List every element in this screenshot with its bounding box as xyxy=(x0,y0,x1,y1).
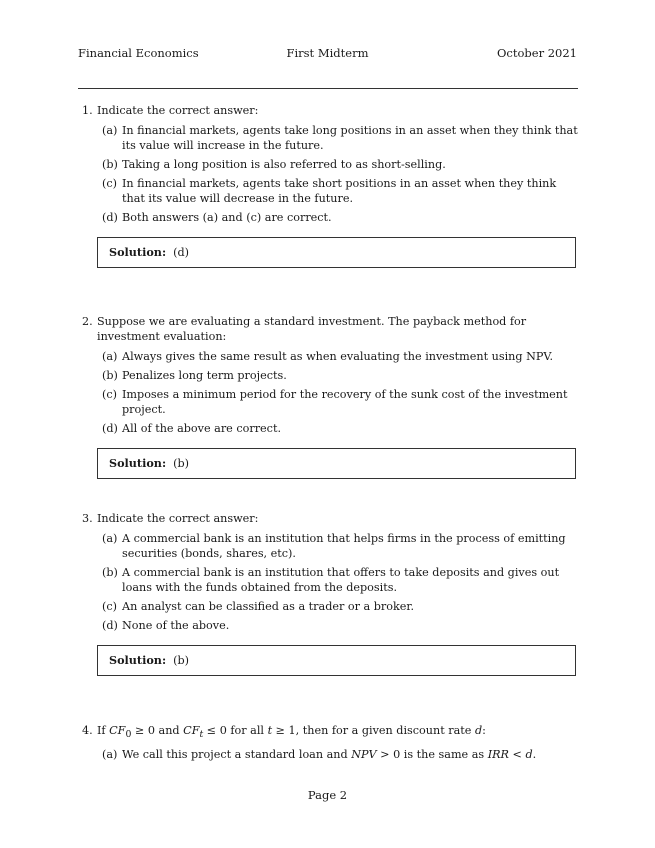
option-a: (a) We call this project a standard loan and NPV > 0 is the same as IRR < d. xyxy=(102,748,537,762)
question-number: 4. xyxy=(82,724,93,737)
solution-answer: (b) xyxy=(173,654,189,667)
question-text: If $CF_0 \ge 0$ and $CF_t \le 0$ for all t ≥ 1, then for a given discount rate d: xyxy=(97,724,486,741)
question-text: Indicate the correct answer: xyxy=(97,512,259,525)
option-d: (d) None of the above. xyxy=(102,619,230,632)
solution-box xyxy=(97,645,576,676)
question-text: Indicate the correct answer: xyxy=(97,104,259,117)
question-number: 2. xyxy=(82,315,93,328)
solution-label: Solution: xyxy=(109,456,167,470)
option-a: (a) In financial markets, agents take long positions in an asset when they think that its value will increase in the future. xyxy=(102,124,578,152)
solution-box xyxy=(97,237,576,268)
header-rule xyxy=(78,88,578,89)
question-2 xyxy=(78,314,578,479)
option-b: (b) Taking a long position is also referred to as short-selling. xyxy=(102,158,446,171)
question-number: 1. xyxy=(82,104,93,117)
page-number: Page 2 xyxy=(307,788,348,802)
option-c: (c) In financial markets, agents take short positions in an asset when they think that its value will decrease in the future. xyxy=(102,177,557,205)
option-b: (b) A commercial bank is an institution that offers to take deposits and gives out loans with the funds obtained from the deposits. xyxy=(102,566,560,594)
question-text: Suppose we are evaluating a standard investment. The payback method for investment evaluation: xyxy=(97,315,527,343)
header-date: October 2021 xyxy=(496,46,577,60)
question-4 xyxy=(78,723,578,766)
solution-answer: (b) xyxy=(173,457,189,470)
solution-label: Solution: xyxy=(109,245,167,259)
solution-label: Solution: xyxy=(109,653,167,667)
question-1 xyxy=(78,103,578,268)
option-a: (a) A commercial bank is an institution that helps firms in the process of emitting securities (bonds, shares, etc). xyxy=(102,532,566,560)
question-number: 3. xyxy=(82,512,93,525)
header-course: Financial Economics xyxy=(78,46,199,60)
solution-box xyxy=(97,448,576,479)
solution-answer: (d) xyxy=(173,246,189,259)
option-a: (a) Always gives the same result as when evaluating the investment using NPV. xyxy=(102,350,554,363)
option-d: (d) All of the above are correct. xyxy=(102,422,281,435)
option-b: (b) Penalizes long term projects. xyxy=(102,369,287,382)
option-d: (d) Both answers (a) and (c) are correct. xyxy=(102,211,332,224)
question-3 xyxy=(78,511,578,676)
option-c: (c) Imposes a minimum period for the recovery of the sunk cost of the investment project. xyxy=(102,388,568,416)
header-exam: First Midterm xyxy=(286,46,369,60)
option-c: (c) An analyst can be classified as a trader or a broker. xyxy=(102,600,415,613)
